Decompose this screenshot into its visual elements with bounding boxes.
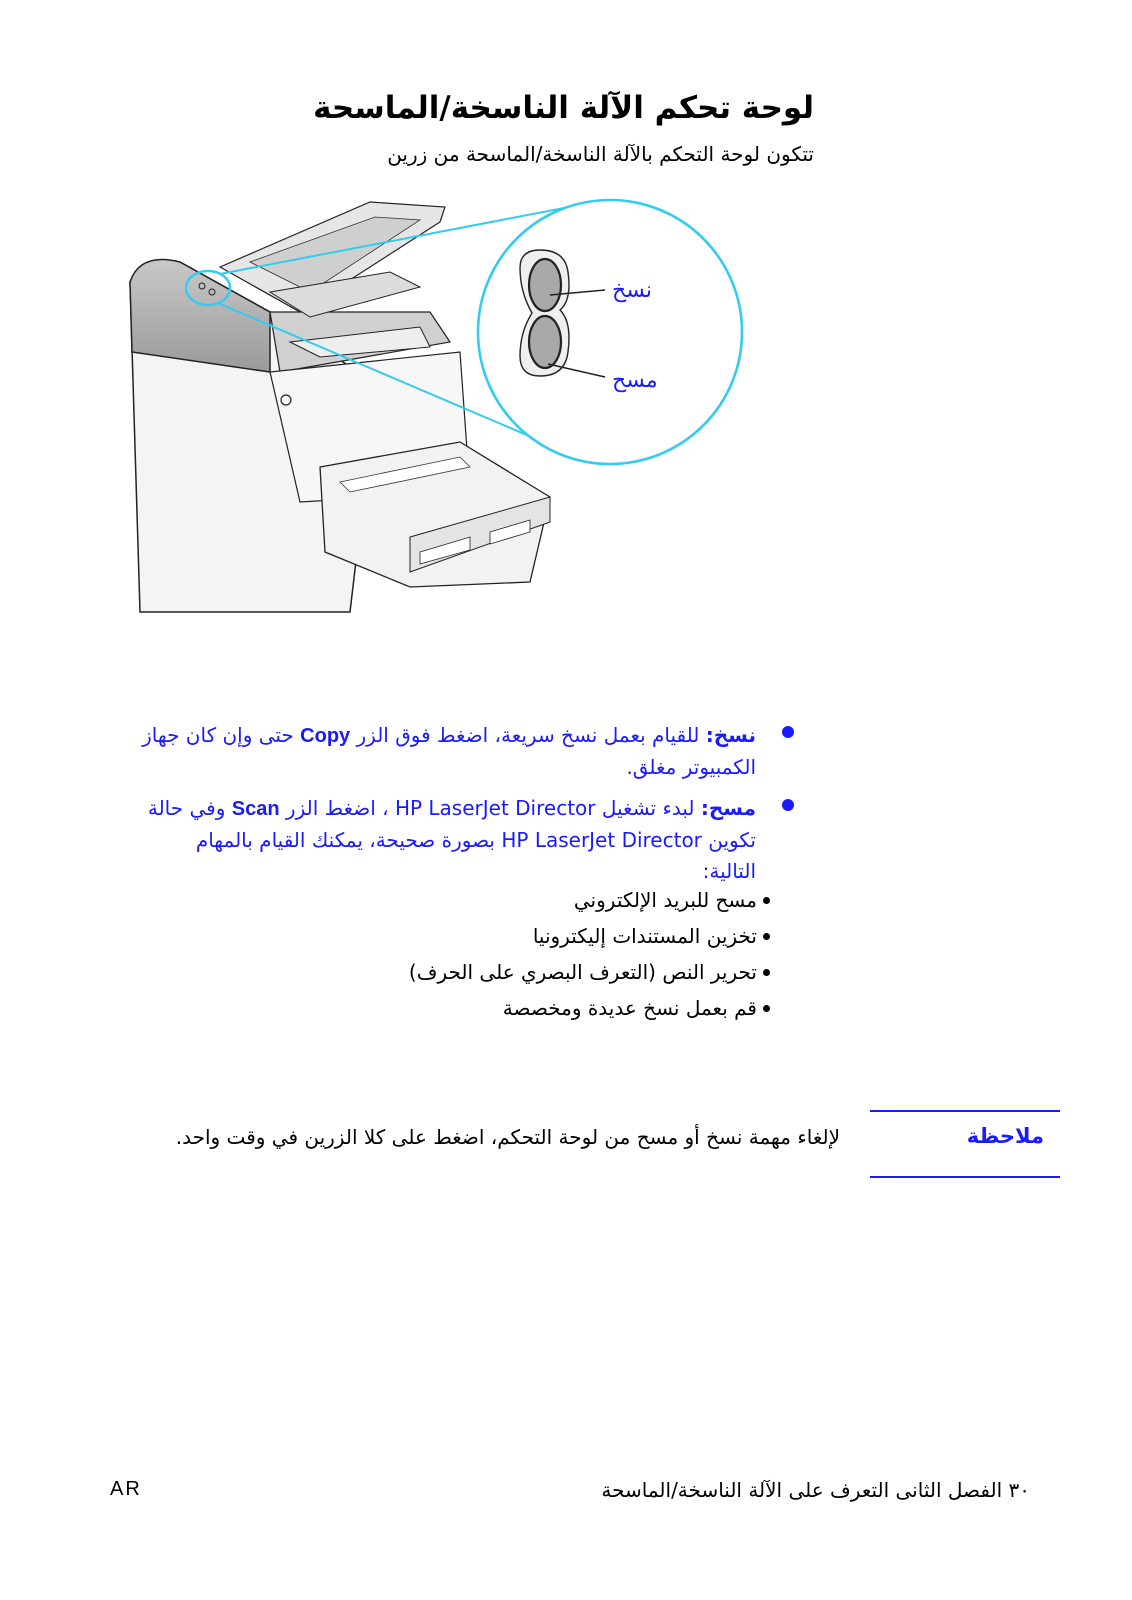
bullet-dot	[763, 933, 770, 940]
magnified-panel-circle	[478, 200, 742, 464]
page-title: لوحة تحكم الآلة الناسخة/الماسحة	[313, 90, 814, 126]
bullet-dot	[763, 1005, 770, 1012]
footer-page-title: ٣٠ الفصل الثانى التعرف على الآلة الناسخة/الماسحة	[601, 1478, 1030, 1502]
list-item-text: قم بعمل نسخ عديدة ومخصصة	[502, 996, 757, 1020]
note-divider-bottom	[870, 1176, 1060, 1178]
list-item	[200, 954, 770, 990]
printer-figure	[120, 192, 760, 632]
copy-button-graphic	[529, 259, 561, 311]
list-item	[200, 882, 770, 918]
list-item-text: مسح للبريد الإلكتروني	[573, 888, 757, 912]
copy-description	[140, 720, 800, 783]
note-label: ملاحظة	[966, 1124, 1044, 1148]
copy-text-b: حتى وإن كان جهاز الكمبيوتر مغلق.	[142, 723, 756, 779]
scan-task-list	[200, 882, 770, 1026]
copy-button-label: نسخ	[612, 278, 652, 303]
list-item	[200, 918, 770, 954]
note-divider-top	[870, 1110, 1060, 1112]
bullet-dot	[763, 969, 770, 976]
copy-text-a: للقيام بعمل نسخ سريعة، اضغط فوق الزر	[356, 723, 700, 747]
scan-button-label: مسح	[612, 368, 658, 393]
scan-text-b: وفي حالة تكوين HP LaserJet Director بصورة صحيحة، يمكنك القيام بالمهام التالية:	[147, 796, 756, 883]
bullet-dot	[782, 726, 794, 738]
list-item-text: تحرير النص (التعرف البصري على الحرف)	[408, 960, 757, 984]
printer-illustration	[120, 192, 760, 632]
copy-button-name: Copy	[300, 725, 351, 747]
page-subtitle: تتكون لوحة التحكم بالآلة الناسخة/الماسحة من زرين	[387, 142, 814, 166]
page-footer	[110, 1478, 1030, 1508]
list-item-text: تخزين المستندات إليكترونيا	[532, 924, 757, 948]
footer-language: AR	[110, 1478, 142, 1500]
scan-button-name: Scan	[231, 798, 280, 820]
scan-term: مسح:	[700, 796, 756, 820]
note-box	[100, 1110, 1060, 1190]
copy-term: نسخ:	[705, 723, 756, 747]
scan-description	[140, 793, 800, 887]
bullet-dot	[782, 799, 794, 811]
scan-text-a: لبدء تشغيل HP LaserJet Director ، اضغط الزر	[285, 796, 695, 820]
scan-button-graphic	[529, 316, 561, 368]
list-item	[200, 990, 770, 1026]
bullet-dot	[763, 897, 770, 904]
note-text: لإلغاء مهمة نسخ أو مسح من لوحة التحكم، اضغط على كلا الزرين في وقت واحد.	[175, 1125, 840, 1149]
button-descriptions	[140, 720, 800, 897]
